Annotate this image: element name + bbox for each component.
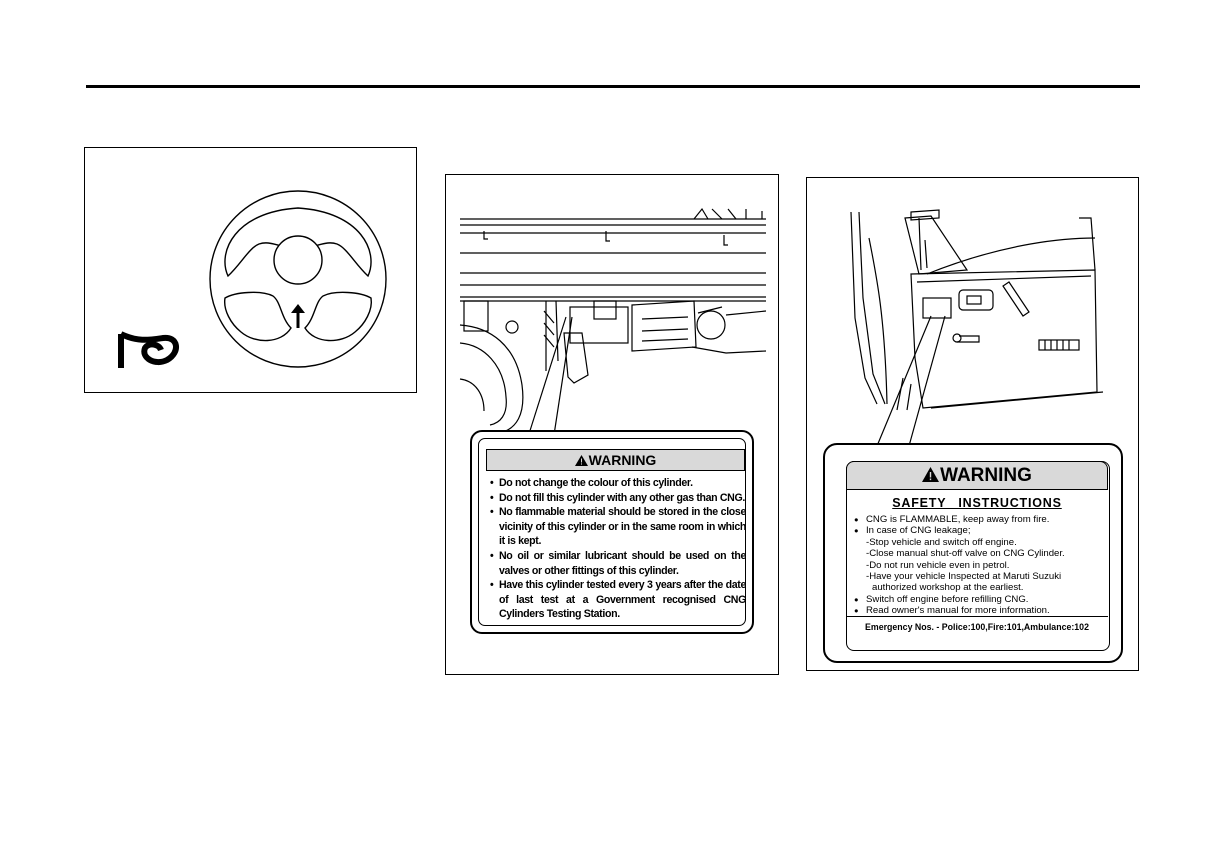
warning-heading: WARNING bbox=[846, 461, 1108, 490]
cylinder-warning-label bbox=[470, 430, 754, 634]
warning-list bbox=[490, 476, 746, 622]
list-item: ● Switch off engine before refilling CNG. bbox=[854, 594, 1106, 605]
safety-instructions-label bbox=[823, 443, 1123, 663]
list-item: authorized workshop at the earliest. bbox=[872, 582, 1024, 594]
horn-icon bbox=[120, 334, 176, 368]
list-item: • No oil or similar lubricant should be used on the valves or other fittings of this cylinder. bbox=[490, 549, 746, 578]
list-item: -Have your vehicle Inspected at Maruti Suzuki bbox=[866, 571, 1062, 583]
list-item: -Stop vehicle and switch off engine. bbox=[866, 536, 1017, 548]
header-rule bbox=[86, 85, 1140, 88]
list-item: • Do not fill this cylinder with any other gas than CNG. bbox=[490, 491, 746, 506]
warning-triangle-icon bbox=[922, 467, 939, 482]
warning-heading: WARNING bbox=[486, 449, 745, 471]
list-item: • No flammable material should be stored in the close vicinity of this cylinder or in the same room in which it is kept. bbox=[490, 505, 746, 549]
list-item: ● CNG is FLAMMABLE, keep away from fire. bbox=[854, 514, 1106, 525]
warning-triangle-icon bbox=[575, 455, 588, 466]
safety-instructions-list bbox=[854, 514, 1106, 617]
steering-wheel-figure bbox=[84, 147, 417, 393]
list-item: • Do not change the colour of this cylinder. bbox=[490, 476, 746, 491]
safety-instructions-title: SAFETY INSTRUCTIONS bbox=[892, 496, 1062, 510]
list-item: -Close manual shut-off valve on CNG Cylinder. bbox=[866, 548, 1065, 560]
list-item: • Have this cylinder tested every 3 years after the date of last test at a Government recognised CNG Cylinders Testing Station. bbox=[490, 578, 746, 622]
list-item: -Do not run vehicle even in petrol. bbox=[866, 559, 1010, 571]
list-item: ● Read owner's manual for more information. bbox=[854, 605, 1106, 616]
emergency-numbers: Emergency Nos. - Police:100,Fire:101,Ambulance:102 bbox=[846, 616, 1108, 632]
list-item: ● In case of CNG leakage; bbox=[854, 525, 1106, 536]
